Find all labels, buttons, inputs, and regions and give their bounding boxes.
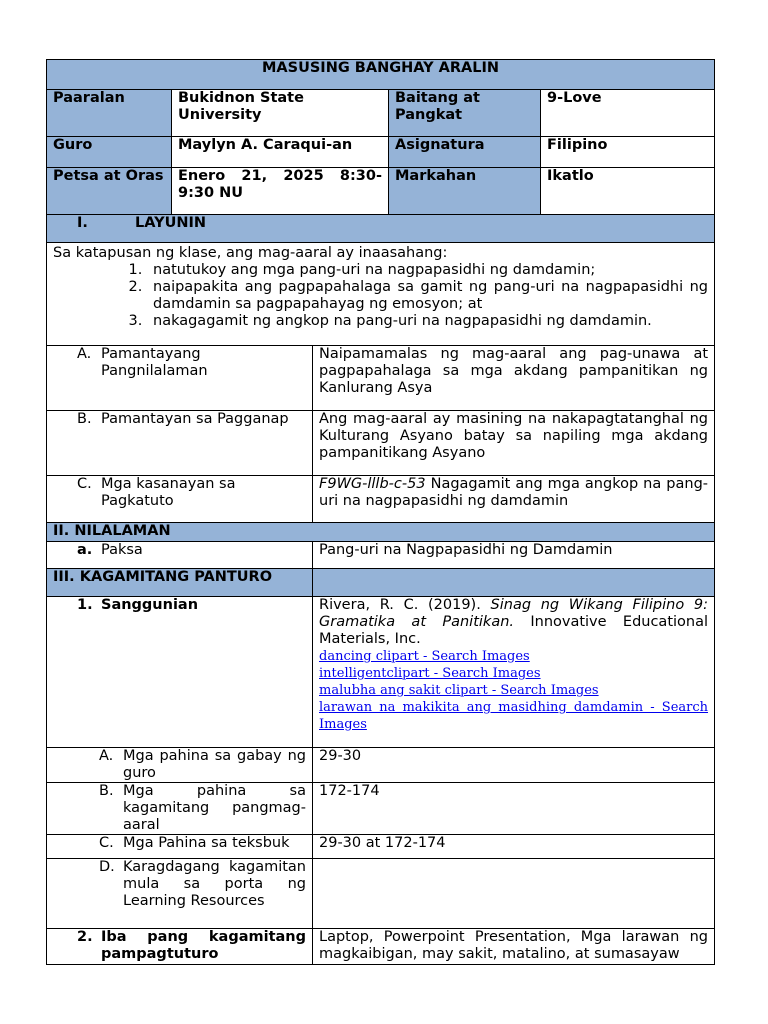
baitang-value: 9-Love xyxy=(541,90,715,137)
competency-code: F9WG-lllb-c-53 xyxy=(319,476,426,492)
layunin-heading xyxy=(47,215,715,243)
row-marker: B. xyxy=(77,411,92,427)
gabay-guro-label xyxy=(47,748,313,783)
layunin-intro: Sa katapusan ng klase, ang mag-aaral ay inaasahang: xyxy=(53,245,448,261)
pamantayang-pangnilalaman-label xyxy=(47,346,313,411)
karagdagang-label xyxy=(47,859,313,929)
content-table xyxy=(46,214,715,965)
row-label: Pamantayang Pangnilalaman xyxy=(101,346,208,379)
iba-pang-kagamitan-label xyxy=(47,929,313,965)
row-label: Mga pahina sa gabay ng guro xyxy=(123,748,306,781)
reference-publisher: Innovative Educational Materials, Inc. xyxy=(319,614,709,647)
pangmag-aaral-label xyxy=(47,783,313,835)
petsa-value: Enero 21, 2025 8:30-9:30 NU xyxy=(172,168,389,215)
image-link[interactable]: dancing clipart - Search Images xyxy=(319,649,530,664)
reference-citation xyxy=(319,597,708,648)
paaralan-label: Paaralan xyxy=(47,90,172,137)
pamantayang-pangnilalaman-value: Naipamamalas ng mag-aaral ang pag-unawa at pagpapahalaga sa mga akdang pampanitikan ng Kanlurang Asya xyxy=(313,346,715,411)
teksbuk-value: 29-30 at 172-174 xyxy=(313,835,715,859)
row-marker: 2. xyxy=(77,929,93,945)
objective-item: 2. naipapakita ang pagpapahalaga sa gamit ng pang-uri na nagpapasidhi ng damdamin sa pagpapahayag ng emosyon; at xyxy=(147,279,708,313)
objectives-list xyxy=(53,262,708,330)
pamantayan-pagganap-label xyxy=(47,411,313,476)
paaralan-value: Bukidnon State University xyxy=(172,90,389,137)
competency-text: Nagagamit ang mga angkop na pang-uri na nagpapasidhi ng damdamin xyxy=(319,476,709,509)
row-marker: D. xyxy=(99,859,115,875)
asignatura-label: Asignatura xyxy=(389,137,541,168)
teksbuk-label xyxy=(47,835,313,859)
markahan-label: Markahan xyxy=(389,168,541,215)
row-label: Paksa xyxy=(101,542,143,558)
document-title: MASUSING BANGHAY ARALIN xyxy=(47,60,715,90)
row-marker: C. xyxy=(99,835,114,851)
layunin-heading-text: LAYUNIN xyxy=(135,215,207,231)
baitang-label: Baitang at Pangkat xyxy=(389,90,541,137)
image-link[interactable]: malubha ang sakit clipart - Search Images xyxy=(319,683,599,698)
sanggunian-label xyxy=(47,597,313,748)
kagamitan-heading-blank xyxy=(313,569,715,597)
row-marker: a. xyxy=(77,542,93,558)
reference-title: Sinag ng Wikang Filipino 9: Gramatika at Panitikan. xyxy=(319,597,709,630)
objective-item: 3. nakagagamit ng angkop na pang-uri na nagpapasidhi ng damdamin. xyxy=(147,313,708,330)
objective-item: 1. natutukoy ang mga pang-uri na nagpapasidhi ng damdamin; xyxy=(147,262,708,279)
image-link[interactable]: intelligentclipart - Search Images xyxy=(319,666,541,681)
row-marker: A. xyxy=(99,748,114,764)
petsa-label: Petsa at Oras xyxy=(47,168,172,215)
markahan-value: Ikatlo xyxy=(541,168,715,215)
paksa-label xyxy=(47,542,313,569)
info-table xyxy=(46,59,715,215)
nilalaman-heading: II. NILALAMAN xyxy=(47,523,715,542)
row-label: Iba pang kagamitang pampagtuturo xyxy=(101,929,306,962)
asignatura-value: Filipino xyxy=(541,137,715,168)
karagdagang-value xyxy=(313,859,715,929)
layunin-numeral: I. xyxy=(77,215,88,231)
iba-pang-kagamitan-value: Laptop, Powerpoint Presentation, Mga larawan ng magkaibigan, may sakit, matalino, at sumasayaw xyxy=(313,929,715,965)
row-label: Mga pahina sa kagamitang pangmag-aaral xyxy=(123,783,306,833)
row-label: Mga kasanayan sa Pagkatuto xyxy=(101,476,236,509)
row-marker: B. xyxy=(99,783,114,799)
reference-author: Rivera, R. C. (2019). xyxy=(319,597,491,613)
row-label: Sanggunian xyxy=(101,597,199,613)
image-link[interactable]: larawan na makikita ang masidhing damdamin - Search Images xyxy=(319,700,709,732)
pamantayan-pagganap-value: Ang mag-aaral ay masining na nakapagtatanghal ng Kulturang Asyano batay sa napiling mga akdang pampanitikang Asyano xyxy=(313,411,715,476)
row-marker: A. xyxy=(77,346,92,362)
guro-label: Guro xyxy=(47,137,172,168)
row-marker: 1. xyxy=(77,597,93,613)
pangmag-aaral-value: 172-174 xyxy=(313,783,715,835)
gabay-guro-value: 29-30 xyxy=(313,748,715,783)
row-label: Mga Pahina sa teksbuk xyxy=(123,835,290,851)
kasanayan-value xyxy=(313,476,715,523)
row-label: Pamantayan sa Pagganap xyxy=(101,411,289,427)
paksa-value: Pang-uri na Nagpapasidhi ng Damdamin xyxy=(313,542,715,569)
kasanayan-label xyxy=(47,476,313,523)
row-marker: C. xyxy=(77,476,92,492)
guro-value: Maylyn A. Caraqui-an xyxy=(172,137,389,168)
sanggunian-value xyxy=(313,597,715,748)
row-label: Karagdagang kagamitan mula sa porta ng Learning Resources xyxy=(123,859,306,909)
kagamitan-heading: III. KAGAMITANG PANTURO xyxy=(47,569,313,597)
layunin-objectives xyxy=(47,243,715,346)
